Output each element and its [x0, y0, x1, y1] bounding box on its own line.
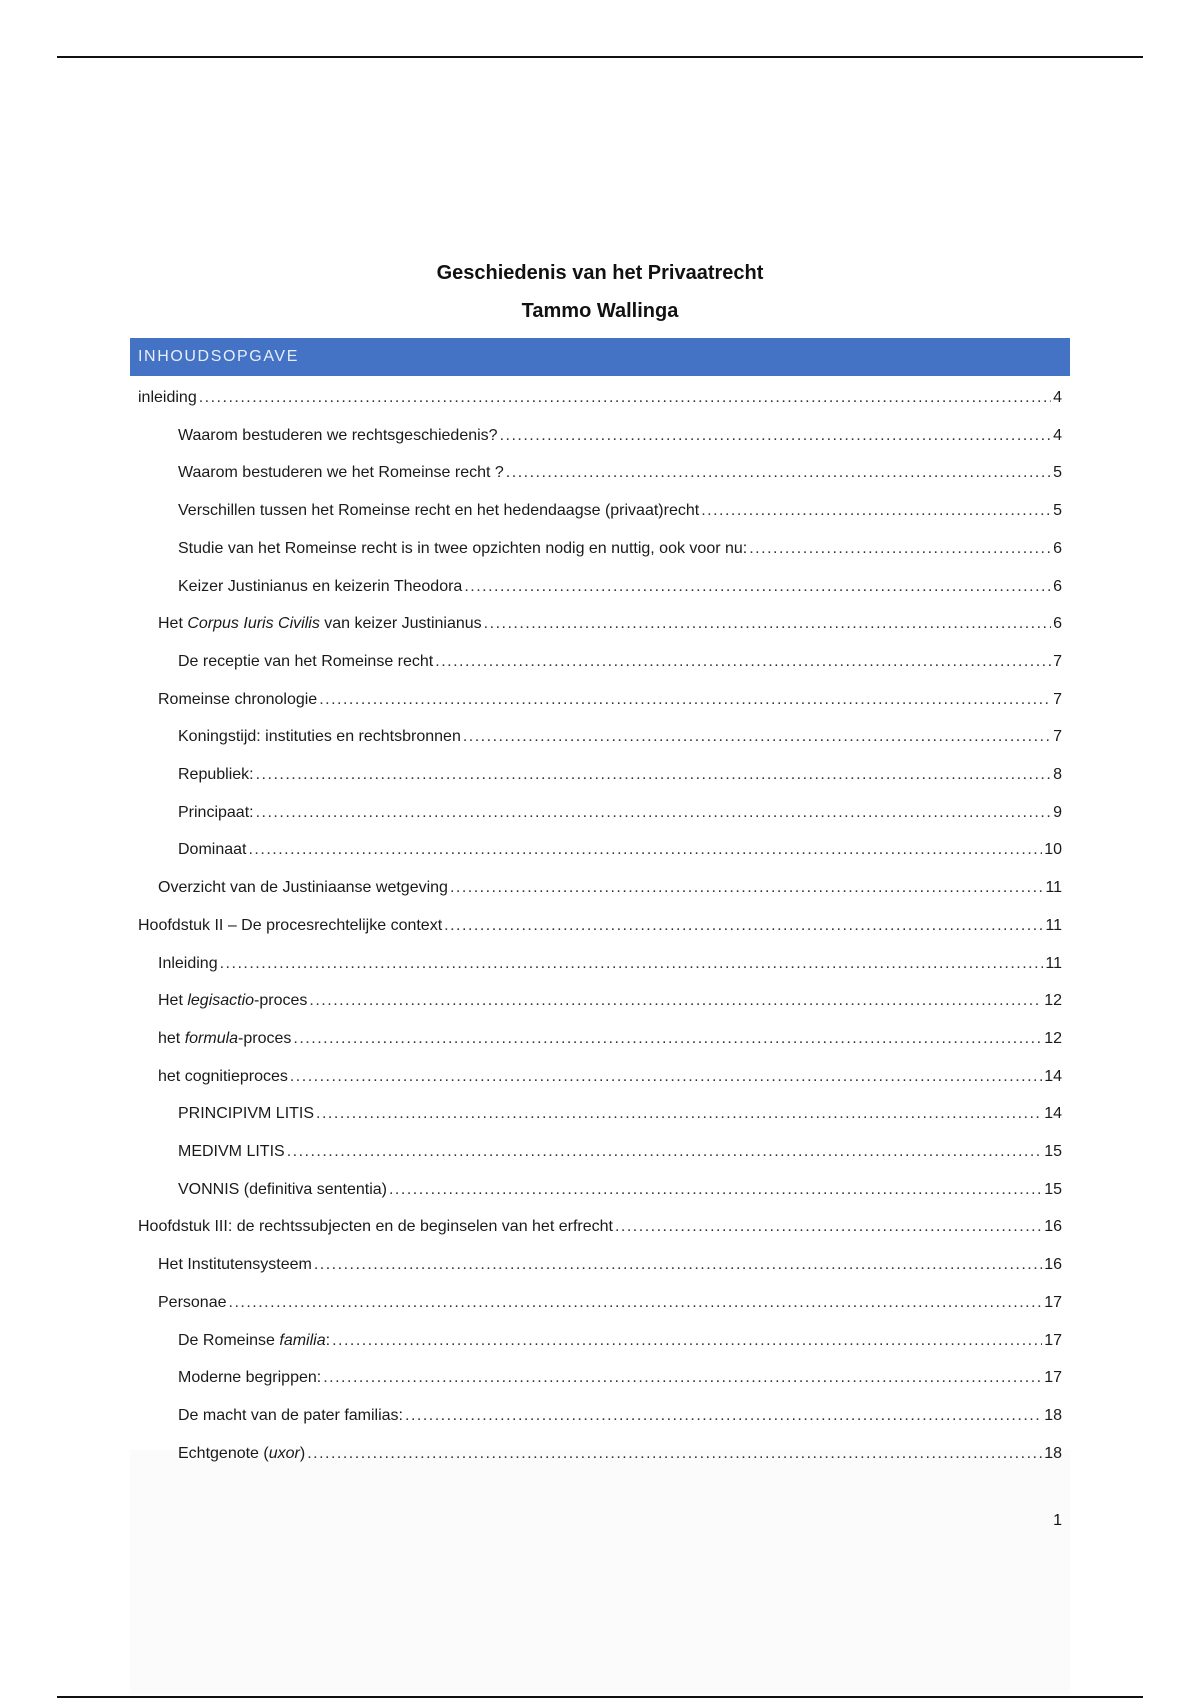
toc-entry[interactable]: [178, 461, 1062, 485]
toc-dot-leader: [405, 1404, 1042, 1428]
toc-entry-label: Principaat:: [178, 803, 254, 821]
toc-dot-leader: [293, 1027, 1042, 1051]
toc-entry[interactable]: [158, 989, 1062, 1013]
toc-entry-page: 11: [1045, 916, 1062, 934]
toc-entry-page: 16: [1044, 1256, 1062, 1274]
toc-entry[interactable]: [178, 1178, 1062, 1202]
toc-entry-label: Personae: [158, 1293, 227, 1311]
toc-dot-leader: [506, 461, 1051, 485]
toc-entry-page: 4: [1053, 426, 1062, 444]
toc-entry[interactable]: [178, 537, 1062, 561]
toc-heading: INHOUDSOPGAVE: [130, 338, 1070, 376]
toc-entry-label: Studie van het Romeinse recht is in twee opzichten nodig en nuttig, ook voor nu:: [178, 539, 748, 557]
toc-entry-label: Dominaat: [178, 841, 247, 859]
toc-entry[interactable]: [138, 914, 1062, 938]
header-rule: [57, 56, 1143, 58]
toc-entry[interactable]: [178, 1404, 1062, 1428]
toc-dot-leader: [256, 763, 1051, 787]
toc-dot-leader: [389, 1178, 1042, 1202]
toc-entry[interactable]: [178, 499, 1062, 523]
toc-entry-label: VONNIS (definitiva sententia): [178, 1180, 387, 1198]
toc-dot-leader: [248, 838, 1042, 862]
toc-dot-leader: [323, 1366, 1042, 1390]
toc-entry-page: 12: [1044, 1029, 1062, 1047]
toc-entry-label: Republiek:: [178, 766, 254, 783]
toc-entry-label: het formula-proces: [158, 1029, 292, 1047]
toc-entry-page: 6: [1053, 615, 1062, 633]
toc-entry-label: Echtgenote (uxor): [178, 1444, 306, 1462]
toc-entry-label: MEDIVM LITIS: [178, 1143, 285, 1160]
toc-entry-page: 6: [1053, 577, 1062, 595]
toc-dot-leader: [199, 386, 1051, 410]
toc-dot-leader: [484, 612, 1051, 636]
toc-entry-page: 11: [1045, 954, 1062, 972]
toc-dot-leader: [316, 1102, 1042, 1126]
toc-entry-label: Romeinse chronologie: [158, 690, 318, 708]
toc-entry-page: 5: [1053, 464, 1062, 482]
toc-entry-label: De Romeinse familia:: [178, 1331, 331, 1349]
toc-dot-leader: [256, 801, 1052, 825]
toc-entry-label: Moderne begrippen:: [178, 1369, 322, 1387]
toc-entry[interactable]: [138, 386, 1062, 410]
toc-dot-leader: [450, 876, 1043, 900]
toc-entry-label: Het legisactio-proces: [158, 992, 308, 1010]
toc-entry-label: Keizer Justinianus en keizerin Theodora: [178, 577, 463, 595]
toc-entry[interactable]: [178, 838, 1062, 862]
toc-entry[interactable]: [158, 1253, 1062, 1277]
toc-entry-label: Hoofdstuk III: de rechtssubjecten en de beginselen van het erfrecht: [138, 1218, 613, 1236]
toc-entry-label: het cognitieproces: [158, 1067, 288, 1085]
toc-entry[interactable]: [158, 612, 1062, 636]
toc-entry[interactable]: [178, 763, 1062, 787]
toc-entry-page: 7: [1053, 728, 1062, 746]
toc-entry-label: De receptie van het Romeinse recht: [178, 652, 434, 670]
toc-dot-leader: [309, 989, 1042, 1013]
toc-entry[interactable]: [178, 1442, 1062, 1466]
toc-dot-leader: [463, 725, 1051, 749]
toc-dot-leader: [701, 499, 1051, 523]
toc-entry[interactable]: [138, 1215, 1062, 1239]
toc-entry-label: Hoofdstuk II – De procesrechtelijke context: [138, 916, 443, 934]
toc-entry-page: 15: [1044, 1143, 1062, 1160]
toc-entry-label: Waarom bestuderen we rechtsgeschiedenis?: [178, 426, 498, 444]
page-background: [130, 1450, 1070, 1694]
toc-entry-page: 18: [1044, 1406, 1062, 1424]
toc-entry-label: PRINCIPIVM LITIS: [178, 1105, 315, 1123]
document-author: Tammo Wallinga: [521, 300, 679, 322]
toc-entry-label: inleiding: [138, 389, 197, 406]
toc-entry[interactable]: [178, 1366, 1062, 1390]
toc-dot-leader: [307, 1442, 1042, 1466]
toc-dot-leader: [229, 1291, 1043, 1315]
toc-entry[interactable]: [158, 688, 1062, 712]
toc-entry-page: 7: [1053, 690, 1062, 708]
toc-dot-leader: [319, 688, 1051, 712]
toc-entry[interactable]: [178, 650, 1062, 674]
footer-rule: [57, 1696, 1143, 1698]
toc-dot-leader: [332, 1329, 1042, 1353]
toc-dot-leader: [464, 575, 1051, 599]
toc-entry[interactable]: [178, 725, 1062, 749]
toc-entry[interactable]: [178, 1140, 1062, 1164]
toc-dot-leader: [615, 1215, 1042, 1239]
toc-entry-page: 9: [1053, 803, 1062, 821]
toc-dot-leader: [287, 1140, 1043, 1164]
toc-entry-label: Inleiding: [158, 954, 218, 972]
toc-entry-page: 5: [1053, 502, 1062, 520]
toc-entry-label: Waarom bestuderen we het Romeinse recht ?: [178, 464, 504, 482]
toc-entry-label: Overzicht van de Justiniaanse wetgeving: [158, 879, 448, 897]
toc-entry-page: 6: [1053, 539, 1062, 557]
document-title: Geschiedenis van het Privaatrecht: [436, 262, 764, 284]
toc-entry[interactable]: [178, 801, 1062, 825]
toc-dot-leader: [435, 650, 1051, 674]
toc-entry-page: 17: [1044, 1331, 1062, 1349]
toc-entry-page: 11: [1045, 879, 1062, 897]
toc-entry-label: Het Corpus Iuris Civilis van keizer Justinianus: [158, 615, 482, 633]
toc-entry[interactable]: [158, 1291, 1062, 1315]
toc-entry[interactable]: [178, 424, 1062, 448]
toc-entry-page: 10: [1044, 841, 1062, 859]
toc-entry-page: 17: [1044, 1293, 1062, 1311]
toc-entry-page: 18: [1044, 1444, 1062, 1462]
toc-entry-page: 12: [1044, 992, 1062, 1010]
toc-entry[interactable]: [158, 952, 1062, 976]
toc-dot-leader: [749, 537, 1051, 561]
toc-dot-leader: [444, 914, 1043, 938]
toc-entry-page: 16: [1044, 1218, 1062, 1236]
toc-entry[interactable]: [158, 1065, 1062, 1089]
toc-entry-page: 14: [1044, 1105, 1062, 1123]
toc-entry[interactable]: [178, 575, 1062, 599]
toc-entry-page: 14: [1044, 1067, 1062, 1085]
toc-entry[interactable]: [178, 1102, 1062, 1126]
toc-entry-label: Verschillen tussen het Romeinse recht en het hedendaagse (privaat)recht: [178, 502, 700, 520]
toc-entry-page: 7: [1053, 652, 1062, 670]
toc-entry-label: De macht van de pater familias:: [178, 1406, 403, 1424]
toc-entry[interactable]: [158, 1027, 1062, 1051]
toc-entry-label: Het Institutensysteem: [158, 1256, 312, 1274]
toc-dot-leader: [220, 952, 1044, 976]
toc-entry[interactable]: [178, 1329, 1062, 1353]
toc-entry[interactable]: [158, 876, 1062, 900]
toc-entry-page: 15: [1044, 1180, 1062, 1198]
page-number: 1: [1053, 1512, 1062, 1529]
toc-dot-leader: [290, 1065, 1042, 1089]
toc-entry-label: Koningstijd: instituties en rechtsbronnen: [178, 728, 461, 746]
toc-dot-leader: [500, 424, 1052, 448]
toc-entry-page: 8: [1053, 766, 1062, 783]
toc-entry-page: 17: [1044, 1369, 1062, 1387]
toc-dot-leader: [314, 1253, 1042, 1277]
toc-entry-page: 4: [1053, 389, 1062, 406]
